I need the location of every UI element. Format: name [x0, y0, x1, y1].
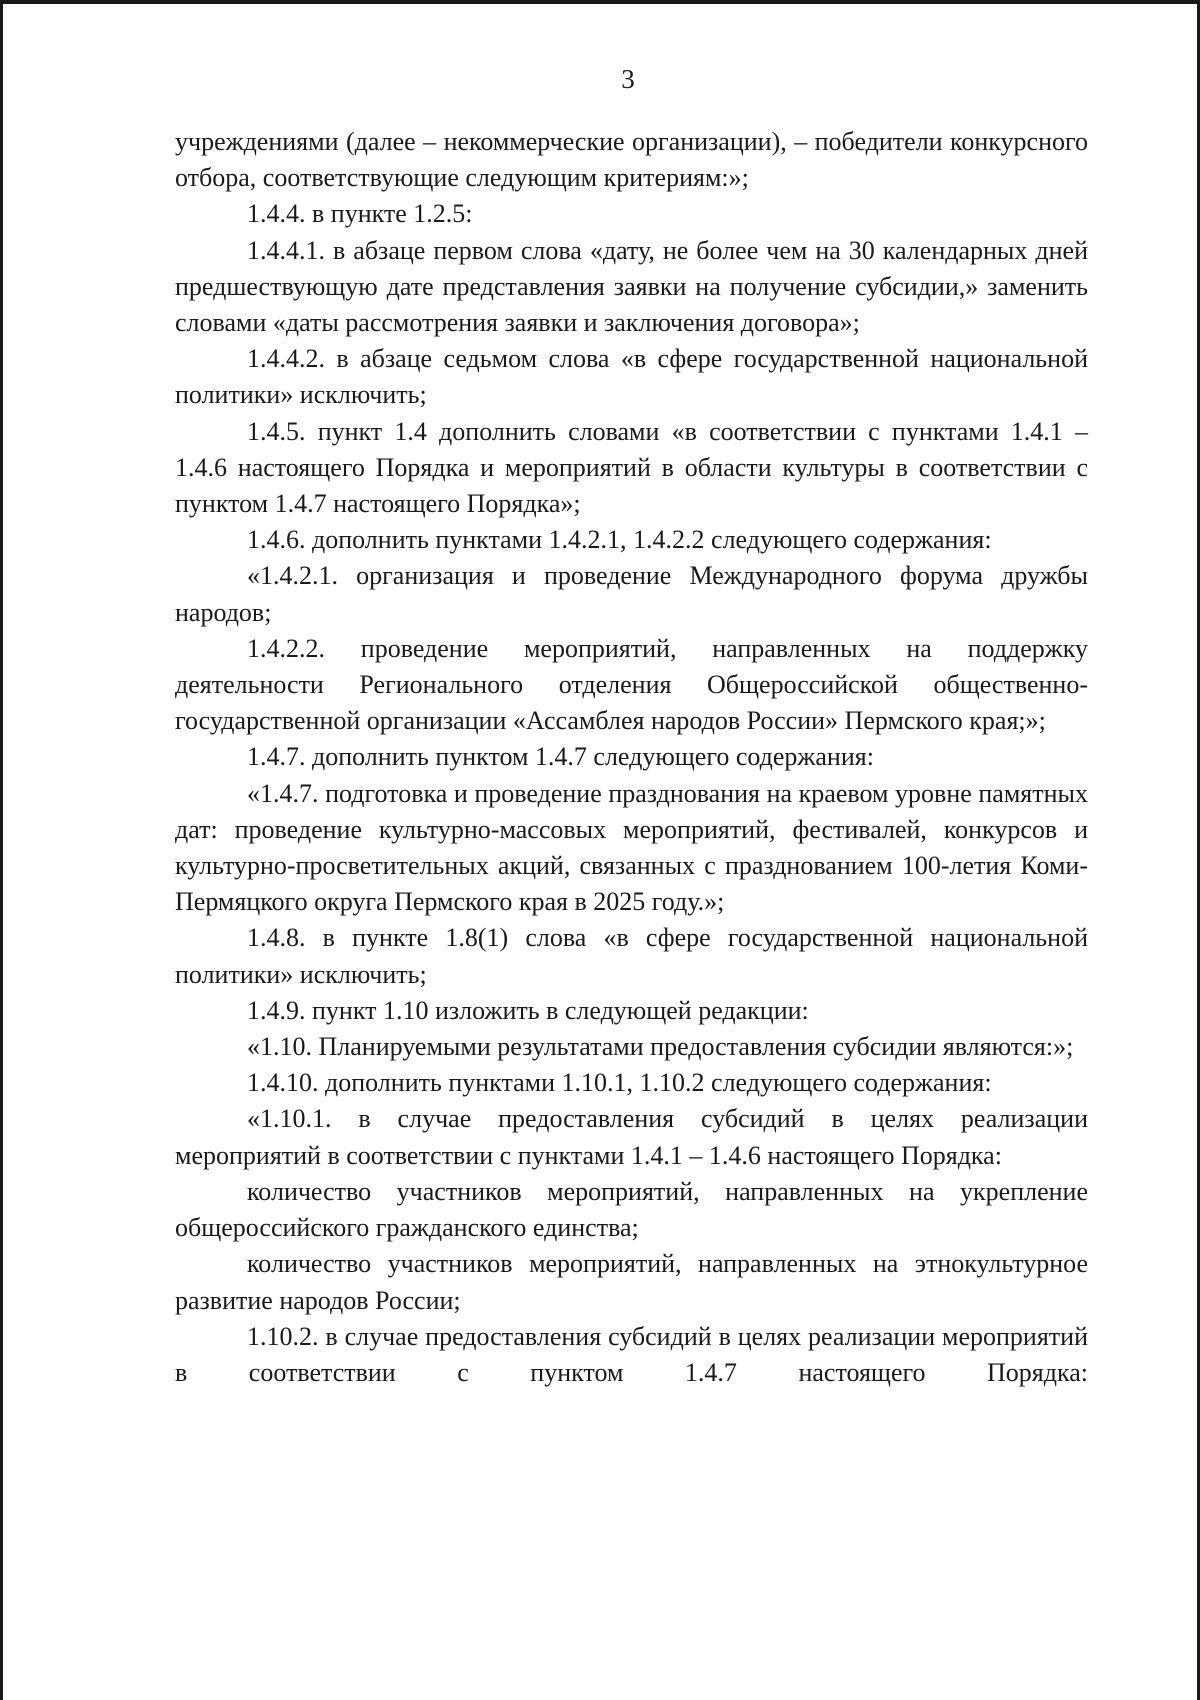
- paragraph-continuation: учреждениями (далее – некоммерческие организации), – победители конкурсного отбора, соответствующие следующим критериям:»;: [175, 127, 1088, 193]
- paragraph: количество участников мероприятий, направленных на укрепление общероссийского гражданского единства;: [175, 1176, 1088, 1243]
- scan-edge-left: [0, 0, 3, 1700]
- paragraph: 1.4.4.2. в абзаце седьмом слова «в сфере государственной национальной политики» исключить;: [175, 344, 1088, 410]
- paragraph: «1.10.1. в случае предоставления субсидий в целях реализации мероприятий в соответствии с пунктами 1.4.1 – 1.4.6 настоящего Порядка:: [175, 1104, 1088, 1170]
- paragraph: 1.4.4.1. в абзаце первом слова «дату, не более чем на 30 календарных дней предшествующую дате представления заявки на получение субсидии,» заменить словами «даты рассмотрения заявки и заключения договора»;: [175, 235, 1088, 338]
- paragraph: 1.10.2. в случае предоставления субсидий в целях реализации мероприятий в соответствии с пунктом 1.4.7 настоящего Порядка:: [175, 1321, 1088, 1387]
- paragraph: «1.4.2.1. организация и проведение Международного форума дружбы народов;: [175, 561, 1088, 627]
- paragraph: «1.10. Планируемыми результатами предоставления субсидии являются:»;: [247, 1032, 1074, 1062]
- page-number: 3: [621, 64, 635, 94]
- paragraph: 1.4.6. дополнить пунктами 1.4.2.1, 1.4.2.2 следующего содержания:: [247, 525, 992, 555]
- paragraph: 1.4.4. в пункте 1.2.5:: [247, 199, 473, 229]
- document-body: [175, 124, 1088, 1391]
- paragraph: количество участников мероприятий, направленных на этнокультурное развитие народов России;: [175, 1249, 1088, 1315]
- paragraph: 1.4.7. дополнить пунктом 1.4.7 следующего содержания:: [247, 742, 874, 772]
- scan-edge-top: [0, 0, 1200, 4]
- paragraph: 1.4.9. пункт 1.10 изложить в следующей редакции:: [247, 995, 809, 1025]
- paragraph: 1.4.10. дополнить пунктами 1.10.1, 1.10.2 следующего содержания:: [247, 1068, 992, 1098]
- paragraph: 1.4.8. в пункте 1.8(1) слова «в сфере государственной национальной политики» исключить;: [175, 923, 1088, 989]
- paragraph: 1.4.5. пункт 1.4 дополнить словами «в соответствии с пунктами 1.4.1 – 1.4.6 настоящего Порядка и мероприятий в области культуры в соответствии с пунктом 1.4.7 настоящего Порядка»;: [175, 416, 1088, 519]
- paragraph: «1.4.7. подготовка и проведение празднования на краевом уровне памятных дат: проведение культурно-массовых мероприятий, фестивалей, конкурсов и культурно-просветительных акций, связанных с празднованием 100-летия Коми-Пермяцкого округа Пермского края в 2025 году.»;: [175, 778, 1088, 917]
- paragraph: 1.4.2.2. проведение мероприятий, направленных на поддержку деятельности Регионального отделения Общероссийской общественно-государственной организации «Ассамблея народов России» Пермского края;»;: [175, 633, 1088, 736]
